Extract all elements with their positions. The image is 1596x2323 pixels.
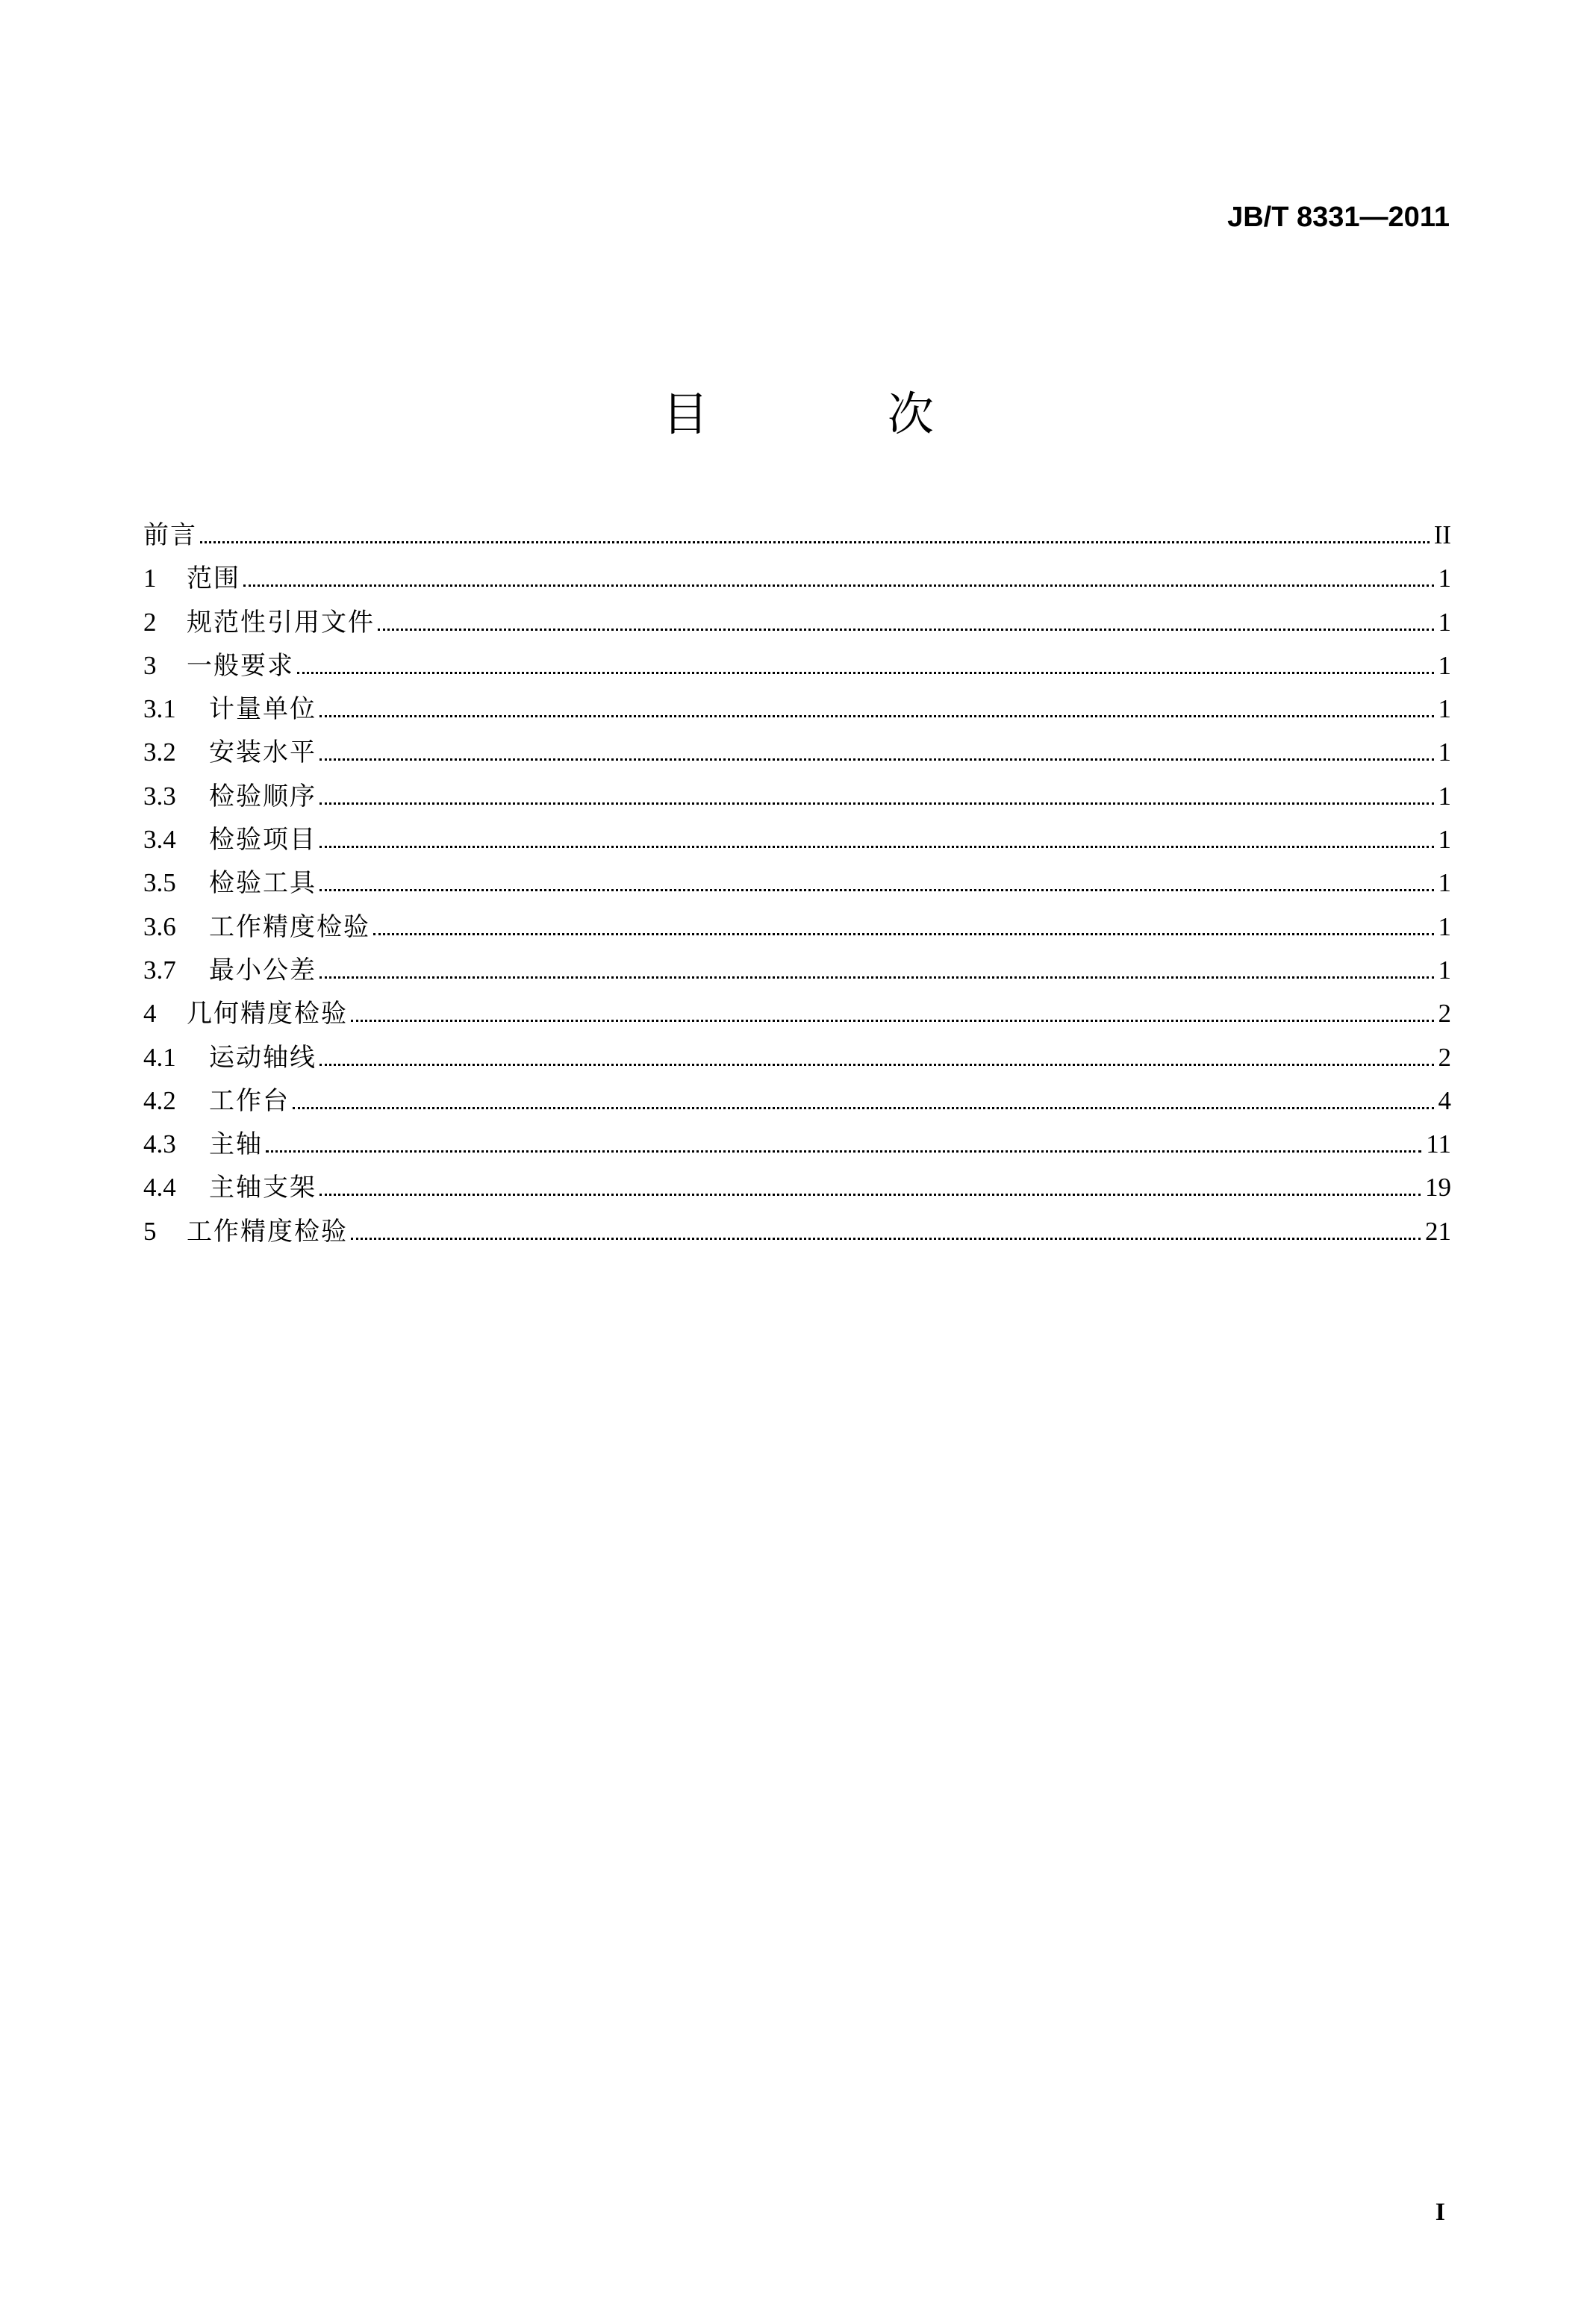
toc-leader-dots	[319, 714, 1434, 717]
toc-entry[interactable]	[143, 818, 1451, 861]
toc-entry[interactable]	[143, 601, 1451, 644]
toc-entry-page: 19	[1425, 1173, 1451, 1203]
toc-entry-label: 主轴	[209, 1129, 263, 1160]
toc-entry-label: 工作台	[209, 1085, 290, 1116]
toc-entry-number: 3.2	[143, 738, 176, 767]
toc-entry-label: 规范性引用文件	[187, 607, 375, 637]
toc-leader-dots	[319, 1063, 1434, 1066]
toc-entry[interactable]	[143, 1123, 1451, 1166]
toc-entry-page: 1	[1438, 738, 1451, 767]
toc-entry-page: 4	[1438, 1085, 1451, 1115]
toc-entry-label: 检验工具	[209, 868, 317, 899]
toc-entry-page: 1	[1438, 694, 1451, 724]
toc-entry[interactable]	[143, 1036, 1451, 1079]
toc-entry-number: 3.4	[143, 825, 176, 855]
toc-leader-dots	[319, 888, 1434, 891]
page-number: I	[1435, 2198, 1445, 2226]
toc-entry-number: 3.3	[143, 781, 176, 811]
toc-leader-dots	[297, 671, 1434, 674]
toc-entry[interactable]	[143, 557, 1451, 600]
toc-entry[interactable]	[143, 1079, 1451, 1123]
toc-entry-page: 1	[1438, 564, 1451, 593]
toc-entry[interactable]	[143, 1210, 1451, 1253]
toc-leader-dots	[293, 1106, 1434, 1109]
toc-entry-page: II	[1433, 520, 1451, 549]
toc-entry-label: 范围	[187, 564, 240, 594]
toc-entry-page: 1	[1438, 607, 1451, 637]
toc-entry-number: 4.4	[143, 1173, 176, 1203]
toc-entry[interactable]	[143, 731, 1451, 774]
toc-entry[interactable]	[143, 861, 1451, 905]
page-title: 目 次	[662, 387, 1016, 441]
toc-leader-dots	[351, 1237, 1421, 1240]
toc-entry[interactable]	[143, 1166, 1451, 1209]
toc-entry-label: 检验顺序	[209, 781, 317, 811]
toc-entry-label: 运动轴线	[209, 1042, 317, 1073]
toc-entry-label: 一般要求	[187, 650, 294, 681]
toc-entry-page: 1	[1438, 911, 1451, 941]
toc-entry-number: 3.6	[143, 911, 176, 941]
toc-entry[interactable]	[143, 949, 1451, 992]
toc-entry[interactable]	[143, 644, 1451, 687]
toc-leader-dots	[200, 540, 1430, 543]
toc-leader-dots	[243, 584, 1434, 587]
toc-entry-number: 3.5	[143, 868, 176, 898]
standard-number: JB/T 8331—2011	[1227, 202, 1450, 233]
toc-entry-page: 1	[1438, 781, 1451, 811]
toc-entry-number: 5	[143, 1216, 157, 1246]
toc-entry-label: 安装水平	[209, 738, 317, 768]
toc-leader-dots	[266, 1150, 1421, 1153]
toc-entry-label: 计量单位	[209, 694, 317, 725]
toc-entry-label: 工作精度检验	[187, 1216, 348, 1247]
toc-entry-label: 主轴支架	[209, 1173, 317, 1203]
toc-entry[interactable]	[143, 905, 1451, 949]
toc-leader-dots	[351, 1019, 1434, 1022]
toc-entry-label: 检验项目	[209, 825, 317, 855]
toc-leader-dots	[319, 976, 1434, 979]
toc-leader-dots	[319, 845, 1434, 848]
toc-entry-number: 3	[143, 650, 157, 680]
toc-entry-number: 4.2	[143, 1085, 176, 1115]
table-of-contents	[143, 514, 1451, 1253]
toc-entry-page: 21	[1425, 1216, 1451, 1246]
toc-entry-number: 4.3	[143, 1129, 176, 1159]
toc-leader-dots	[373, 932, 1434, 935]
toc-leader-dots	[378, 628, 1434, 631]
toc-entry[interactable]	[143, 775, 1451, 818]
toc-entry[interactable]	[143, 687, 1451, 731]
toc-entry[interactable]	[143, 992, 1451, 1035]
toc-entry-label: 最小公差	[209, 955, 317, 985]
toc-leader-dots	[319, 758, 1434, 761]
toc-entry-page: 2	[1438, 1042, 1451, 1072]
toc-entry-page: 1	[1438, 955, 1451, 985]
toc-entry[interactable]	[143, 514, 1451, 557]
toc-entry-page: 11	[1426, 1129, 1451, 1159]
toc-entry-number: 3.1	[143, 694, 176, 724]
toc-entry-label: 工作精度检验	[209, 911, 370, 942]
toc-entry-number: 3.7	[143, 955, 176, 985]
toc-entry-number: 4.1	[143, 1042, 176, 1072]
toc-entry-label: 几何精度检验	[187, 999, 348, 1029]
toc-entry-number: 2	[143, 607, 157, 637]
toc-entry-page: 1	[1438, 868, 1451, 898]
toc-leader-dots	[319, 1193, 1421, 1196]
toc-entry-page: 2	[1438, 999, 1451, 1029]
toc-entry-label: 前言	[143, 520, 197, 550]
toc-entry-number: 4	[143, 999, 157, 1029]
toc-entry-number: 1	[143, 564, 157, 593]
toc-leader-dots	[319, 802, 1434, 805]
toc-entry-page: 1	[1438, 825, 1451, 855]
toc-entry-page: 1	[1438, 650, 1451, 680]
